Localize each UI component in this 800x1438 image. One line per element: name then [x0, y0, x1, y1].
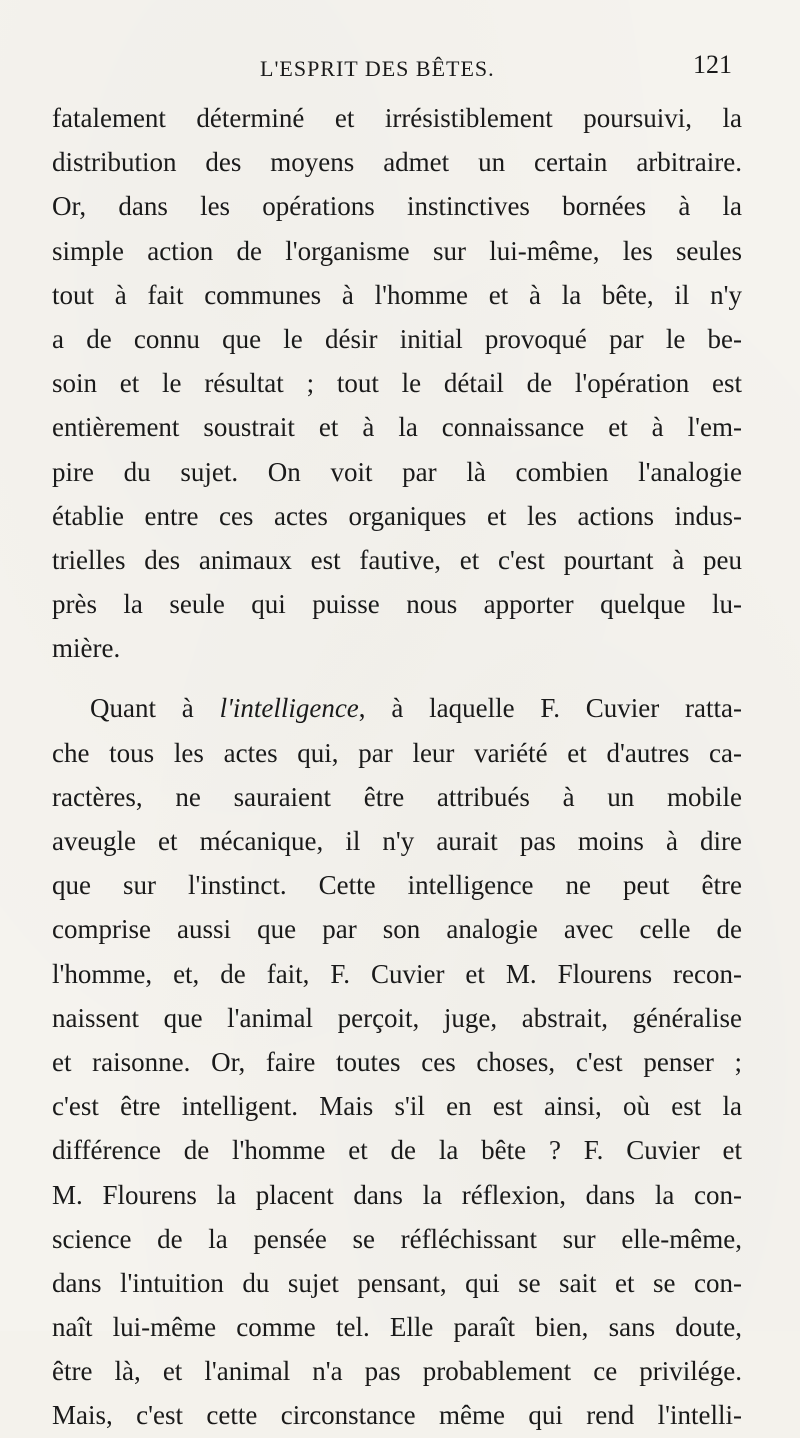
text-line: Mais, c'est cette circonstance même qui rend l'intelli- [52, 1400, 742, 1431]
text-line: ractères, ne sauraient être attribués à un mobile [52, 781, 742, 812]
text-line: M. Flourens la placent dans la réflexion, dans la con- [52, 1179, 742, 1210]
text-line: et raisonne. Or, faire toutes ces choses, c'est penser ; [52, 1046, 742, 1077]
text-line: distribution des moyens admet un certain arbitraire. [52, 147, 742, 178]
text-fragment: Quant à [90, 693, 220, 724]
running-header [50, 46, 740, 86]
text-line: l'homme, et, de fait, F. Cuvier et M. Flourens recon- [52, 958, 742, 989]
text-line: dans l'intuition du sujet pensant, qui se sait et se con- [52, 1267, 742, 1298]
text-line: différence de l'homme et de la bête ? F. Cuvier et [52, 1135, 742, 1166]
text-line: soin et le résultat ; tout le détail de l'opération est [52, 368, 742, 399]
text-line: être là, et l'animal n'a pas probablement ce privilége. [52, 1356, 742, 1387]
text-line-first [52, 686, 742, 730]
text-line: c'est être intelligent. Mais s'il en est ainsi, où est la [52, 1091, 742, 1122]
text-line: naissent que l'animal perçoit, juge, abstrait, généralise [52, 1002, 742, 1033]
text-line: que sur l'instinct. Cette intelligence ne peut être [52, 870, 742, 901]
text-line: Or, dans les opérations instinctives bornées à la [52, 191, 742, 222]
paragraph-gap [52, 670, 742, 686]
text-line: fatalement déterminé et irrésistiblement poursuivi, la [52, 103, 742, 133]
text-line: aveugle et mécanique, il n'y aurait pas moins à dire [52, 826, 742, 856]
text-line: mière. [52, 633, 121, 664]
text-line: che tous les actes qui, par leur variété et d'autres ca- [52, 737, 742, 768]
text-line: établie entre ces actes organiques et les actions indus- [52, 500, 742, 531]
text-line: trielles des animaux est fautive, et c'est pourtant à peu [52, 544, 742, 575]
text-line: près la seule qui puisse nous apporter quelque lu- [52, 589, 742, 620]
text-fragment: , à laquelle F. Cuvier ratta- [358, 693, 742, 724]
text-line: tout à fait communes à l'homme et à la bête, il n'y [52, 279, 742, 310]
text-line: pire du sujet. On voit par là combien l'analogie [52, 456, 742, 487]
paragraph-2 [52, 686, 742, 1437]
italic-term: l'intelligence [219, 693, 359, 724]
paragraph-1 [52, 96, 742, 670]
body-text [52, 96, 742, 1438]
text-line: naît lui-même comme tel. Elle paraît bien, sans doute, [52, 1312, 742, 1343]
text-line: simple action de l'organisme sur lui-même, les seules [52, 235, 742, 266]
page-number: 121 [693, 50, 732, 79]
text-line: comprise aussi que par son analogie avec celle de [52, 914, 742, 945]
text-line: science de la pensée se réfléchissant sur elle-même, [52, 1223, 742, 1254]
text-line: a de connu que le désir initial provoqué par le be- [52, 323, 742, 354]
text-line: entièrement soustrait et à la connaissance et à l'em- [52, 412, 742, 443]
running-title: L'ESPRIT DES BÊTES. [260, 56, 495, 81]
